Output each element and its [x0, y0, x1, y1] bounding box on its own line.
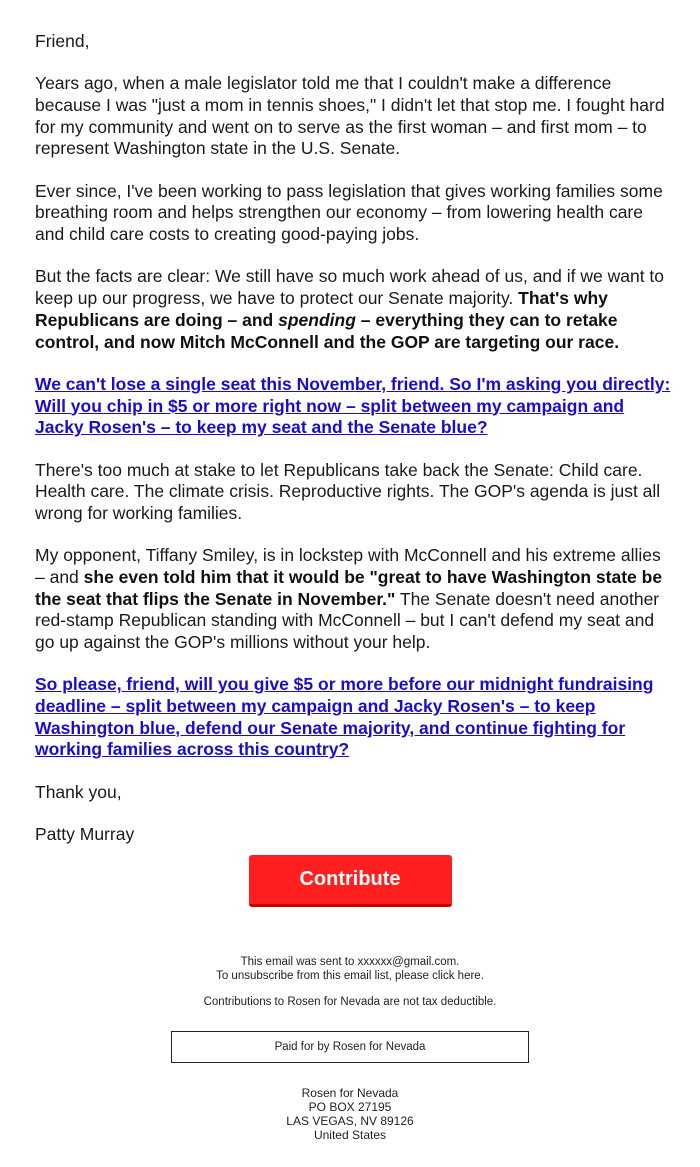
mailing-address [0, 1086, 700, 1142]
opponent-quote: she even told him that it would be "great to have Washington state be the seat that flips the Senate in November." [35, 566, 663, 609]
address-po-box: PO BOX 27195 [308, 1100, 392, 1114]
paid-for-disclaimer: Paid for by Rosen for Nevada [171, 1031, 529, 1063]
address-city: LAS VEGAS, NV 89126 [286, 1114, 414, 1128]
cta-container [0, 855, 700, 907]
unsubscribe-link[interactable]: click here [432, 970, 481, 982]
closing: Thank you, [35, 781, 122, 802]
sent-to-notice: This email was sent to xxxxxx@gmail.com. [240, 956, 460, 968]
majority-bold-text: That's why Republicans are doing – and spending – everything they can to retake control, and now Mitch McConnell and the GOP are targeting our race. [35, 288, 620, 352]
unsubscribe-notice: To unsubscribe from this email list, please click here. [216, 970, 484, 982]
spending-emphasis: spending [278, 309, 356, 330]
contribute-button[interactable]: Contribute [249, 855, 452, 907]
signature: Patty Murray [35, 824, 135, 845]
donate-link-deadline[interactable]: So please, friend, will you give $5 or more before our midnight fundraising deadline – split between my campaign and Jacky Rosen's – to keep Washington blue, defend our Senate majority, and continue fighting for working families across this country? [35, 674, 654, 760]
majority-text: But the facts are clear: We still have so much work ahead of us, and if we want to keep up our progress, we have to protect our Senate majority. [35, 266, 665, 309]
greeting: Friend, [35, 31, 90, 51]
paragraph-opponent: My opponent, Tiffany Smiley, is in lockstep with McConnell and his extreme allies – and she even told him that it would be "great to have Washington state be the seat that flips the Senate in November." The Senate doesn't need another red-stamp Republican standing with McConnell – but I can't defend my seat and go up against the GOP's millions without your help. [35, 545, 663, 653]
email-footer [0, 955, 700, 1142]
address-country: United States [313, 1128, 387, 1142]
donate-link-primary[interactable]: We can't lose a single seat this November, friend. So I'm asking you directly: Will you chip in $5 or more right now – split between my campaign and Jacky Rosen's – to keep my seat and the Senate blue? [35, 373, 671, 438]
address-name: Rosen for Nevada [301, 1086, 399, 1100]
paragraph-stakes: There's too much at stake to let Republicans take back the Senate: Child care. Health care. The climate crisis. Reproductive rights. The GOP's agenda is just all wrong for working families. [35, 459, 661, 523]
paragraph-intro: Years ago, when a male legislator told me that I couldn't make a difference because I was "just a mom in tennis shoes," I didn't let that stop me. I fought hard for my community and went on to serve as the first woman – and first mom – to represent Washington state in the U.S. Senate. [35, 73, 665, 159]
paragraph-majority [35, 266, 675, 353]
recipient-email[interactable]: xxxxxx@gmail.com [357, 956, 457, 968]
email-body [35, 31, 675, 866]
paragraph-legislation: Ever since, I've been working to pass legislation that gives working families some breathing room and helps strengthen our economy – from lowering health care and child care costs to creating good-paying jobs. [35, 180, 663, 245]
tax-notice: Contributions to Rosen for Nevada are not tax deductible. [203, 996, 497, 1008]
